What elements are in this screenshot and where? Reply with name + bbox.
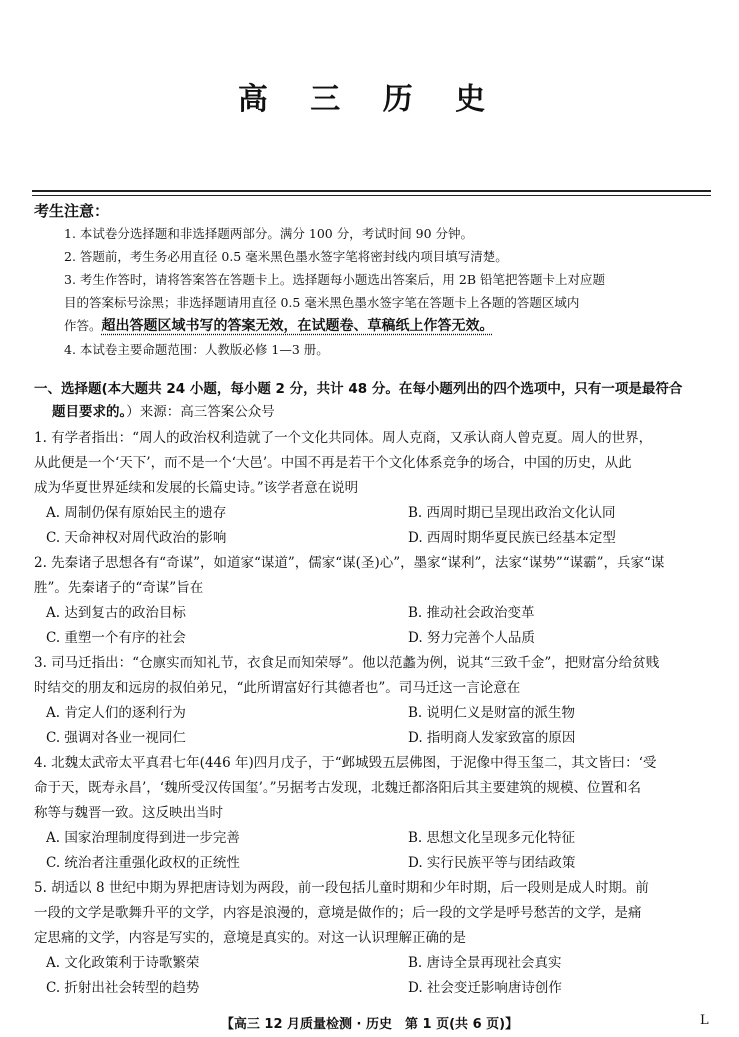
- notice-item-3-end-text: 作答。: [64, 318, 102, 333]
- question-1-line-2: 从此便是一个‘天下’，而不是一个‘大邑’。中国不再是若干个文化体系竞争的场合，中国的历史，从此: [34, 455, 632, 471]
- notice-list: [64, 222, 706, 361]
- question-2-option-c: C. 重塑一个有序的社会: [46, 630, 186, 646]
- question-1: [34, 426, 714, 551]
- question-5: [34, 876, 714, 1001]
- question-3-line-2: 时结交的朋友和远房的叔伯弟兄，“此所谓富好行其德者也”。司马迁这一言论意在: [34, 680, 521, 696]
- question-4-line-1: 4. 北魏太武帝太平真君七年(446 年)四月戊子，于“邺城毁五层佛图，于泥像中得玉玺二，其文皆曰：‘受: [34, 755, 657, 771]
- question-5-line-3: 定思痛的文学，内容是写实的，意境是真实的。对这一认识理解正确的是: [34, 930, 466, 946]
- question-4-option-d: D. 实行民族平等与团结政策: [408, 855, 576, 871]
- question-1-option-c: C. 天命神权对周代政治的影响: [46, 530, 227, 546]
- question-4-option-c: C. 统治者注重强化政权的正统性: [46, 855, 240, 871]
- header-divider: [32, 190, 711, 192]
- question-3-option-b: B. 说明仁义是财富的派生物: [408, 705, 576, 721]
- question-3-option-c: C. 强调对各业一视同仁: [46, 730, 186, 746]
- question-5-line-1: 5. 胡适以 8 世纪中期为界把唐诗划为两段，前一段包括儿童时期和少年时期，后一段则是成人时期。前: [34, 880, 649, 896]
- question-4-line-3: 称等与魏晋一致。这反映出当时: [34, 805, 223, 821]
- notice-item-1: 1. 本试卷分选择题和非选择题两部分。满分 100 分，考试时间 90 分钟。: [64, 226, 474, 241]
- question-3: [34, 651, 714, 751]
- question-5-option-d: D. 社会变迁影响唐诗创作: [408, 980, 562, 996]
- header-divider-thin: [32, 195, 711, 196]
- question-5-options: [34, 951, 714, 1001]
- question-4-option-b: B. 思想文化呈现多元化特征: [408, 830, 576, 846]
- section-line-2-rest: ）来源：高三答案公众号: [126, 404, 275, 420]
- question-2-line-2: 胜”。先秦诸子的“奇谋”旨在: [34, 580, 204, 596]
- notice-item-2: 2. 答题前，考生务必用直径 0.5 毫米黑色墨水签字笔将密封线内项目填写清楚。: [64, 249, 508, 264]
- notice-emphasis: 超出答题区域书写的答案无效，在试题卷、草稿纸上作答无效。: [101, 318, 494, 334]
- notice-heading: 考生注意：: [34, 202, 110, 220]
- question-5-line-2: 一段的文学是歌舞升平的文学，内容是浪漫的，意境是做作的；后一段的文学是呼号愁苦的文学，是痛: [34, 905, 642, 921]
- question-1-line-1: 1. 有学者指出：“周人的政治权利造就了一个文化共同体。周人克商，又承认商人曾克夏。周人的世界，: [34, 430, 653, 446]
- section-line-2: [34, 401, 714, 424]
- page-title: 高 三 历 史: [237, 82, 502, 117]
- question-2-option-d: D. 努力完善个人品质: [408, 630, 535, 646]
- question-1-option-b: B. 西周时期已呈现出政治文化认同: [408, 505, 616, 521]
- question-2-option-a: A. 达到复古的政治目标: [46, 605, 186, 621]
- question-1-option-a: A. 周制仍保有原始民主的遗存: [46, 505, 227, 521]
- page-footer: 【高三 12 月质量检测 · 历史 第 1 页(共 6 页)】: [220, 1017, 519, 1032]
- question-4-options: [34, 826, 714, 876]
- question-3-option-a: A. 肯定人们的逐利行为: [46, 705, 186, 721]
- section-line-2-bold: 题目要求的。: [52, 404, 127, 420]
- question-4: [34, 751, 714, 876]
- question-4-option-a: A. 国家治理制度得到进一步完善: [46, 830, 240, 846]
- question-3-option-d: D. 指明商人发家致富的原因: [408, 730, 576, 746]
- question-1-line-3: 成为华夏世界延续和发展的长篇史诗。”该学者意在说明: [34, 480, 359, 496]
- footer-mark: L: [700, 1013, 709, 1028]
- notice-item-3-cont: 目的答案标号涂黑；非选择题请用直径 0.5 毫米黑色墨水签字笔在答题卡上各题的答题区域内: [64, 295, 580, 310]
- question-3-options: [34, 701, 714, 751]
- question-1-option-d: D. 西周时期华夏民族已经基本定型: [408, 530, 616, 546]
- question-2-option-b: B. 推动社会政治变革: [408, 605, 535, 621]
- question-4-line-2: 命于天，既寿永昌’，‘魏所受汉传国玺’。”另据考古发现，北魏迁都洛阳后其主要建筑的规模、位置和名: [34, 780, 642, 796]
- question-2-options: [34, 601, 714, 651]
- section-line-1: 一、选择题(本大题共 24 小题，每小题 2 分，共计 48 分。在每小题列出的四个选项中，只有一项是最符合: [34, 381, 683, 397]
- notice-item-3: 3. 考生作答时，请将答案答在答题卡上。选择题每小题选出答案后，用 2B 铅笔把答题卡上对应题: [64, 272, 605, 287]
- question-2-line-1: 2. 先秦诸子思想各有“奇谋”，如道家“谋道”，儒家“谋(圣)心”，墨家“谋利”，法家“谋势”“谋霸”，兵家“谋: [34, 555, 665, 571]
- question-2: [34, 551, 714, 651]
- notice-item-3-end: [64, 314, 706, 338]
- section-heading: [34, 378, 714, 424]
- question-5-option-a: A. 文化政策利于诗歌繁荣: [46, 955, 200, 971]
- notice-item-4: 4. 本试卷主要命题范围：人教版必修 1—3 册。: [64, 342, 329, 357]
- question-5-option-c: C. 折射出社会转型的趋势: [46, 980, 200, 996]
- question-1-options: [34, 501, 714, 551]
- question-5-option-b: B. 唐诗全景再现社会真实: [408, 955, 562, 971]
- question-3-line-1: 3. 司马迁指出：“仓廪实而知礼节，衣食足而知荣辱”。他以范蠡为例，说其“三致千金”，把财富分给贫贱: [34, 655, 660, 671]
